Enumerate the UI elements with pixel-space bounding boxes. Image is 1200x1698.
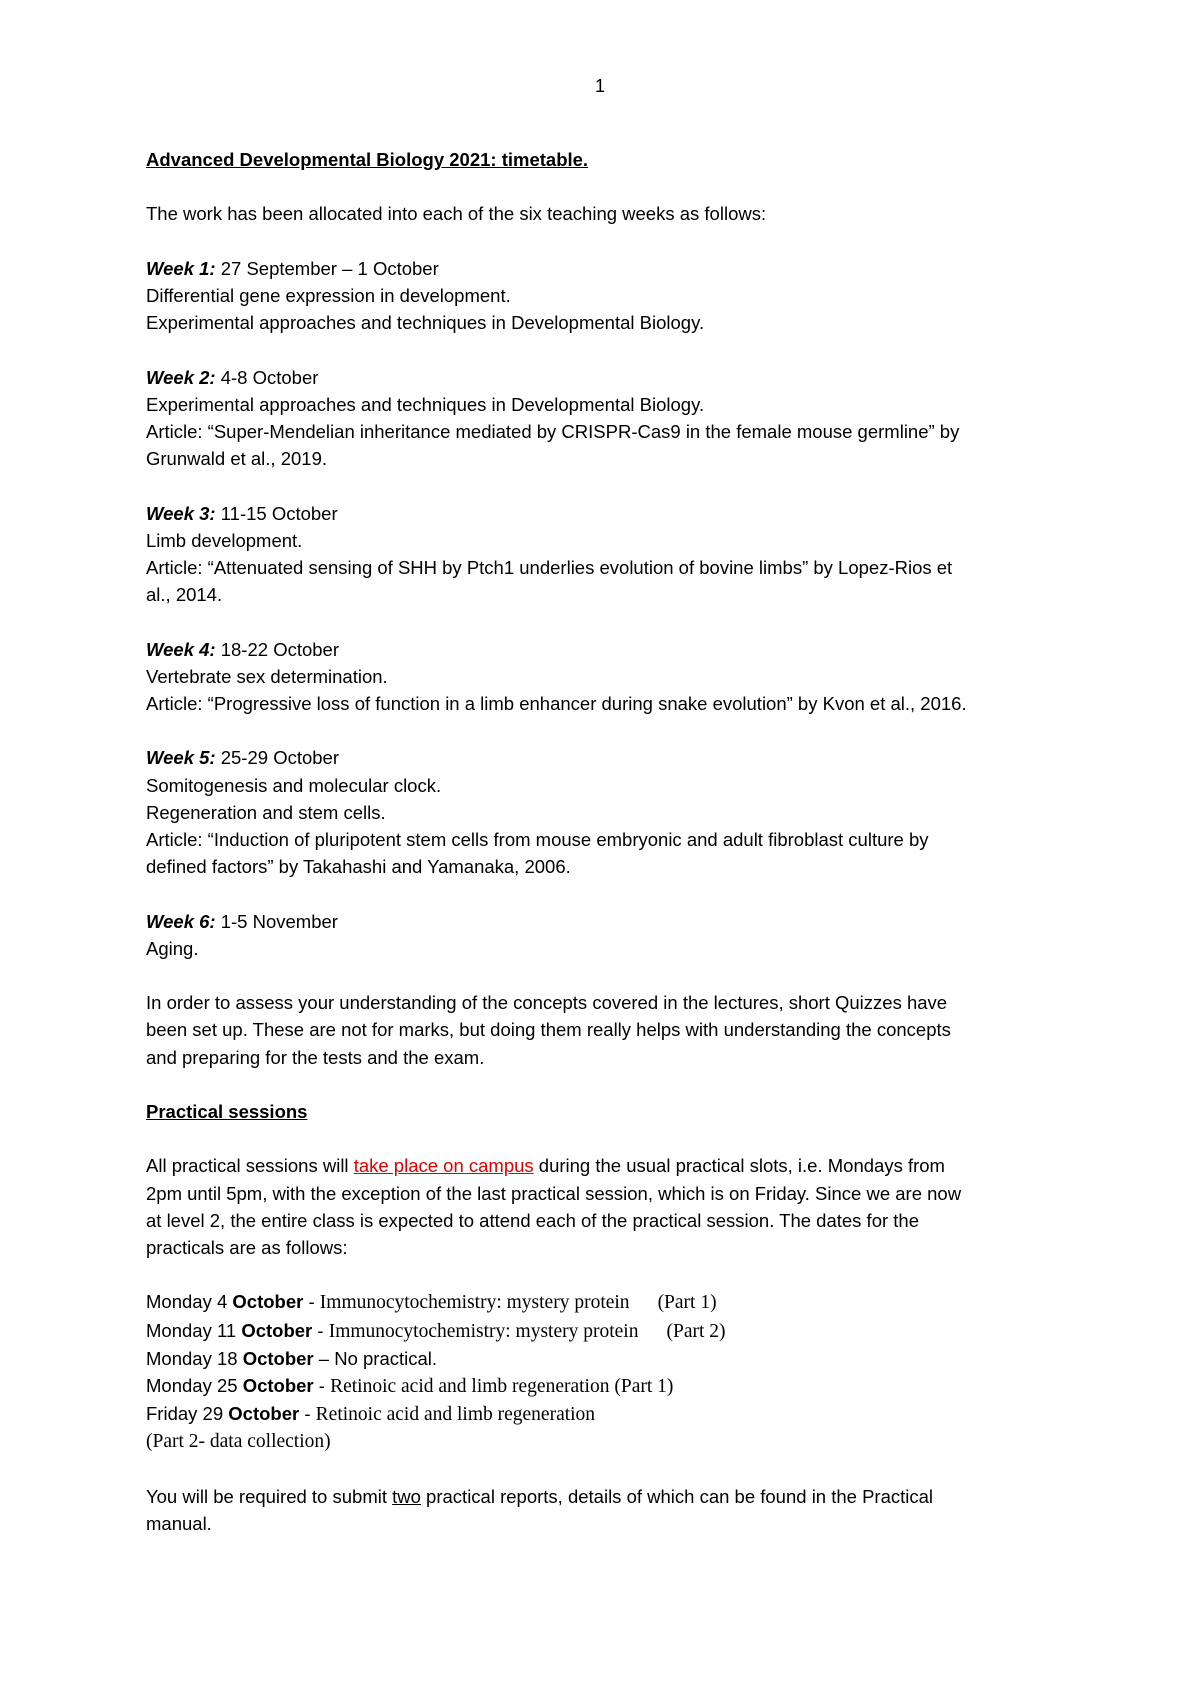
practical-session-continuation: (Part 2- data collection): [146, 1431, 331, 1453]
week-article: defined factors” by Takahashi and Yamanaka, 2006.: [146, 856, 571, 878]
week-topic: Vertebrate sex determination.: [146, 665, 388, 687]
week-label: Week 6:: [146, 910, 216, 932]
practical-session-item: Friday 29 October - Retinoic acid and limb regeneration: [146, 1403, 596, 1426]
week-article: Grunwald et al., 2019.: [146, 448, 327, 470]
week-article: Article: “Progressive loss of function in a limb enhancer during snake evolution” by Kvon et al., 2016.: [146, 692, 967, 714]
week-label: Week 4:: [146, 638, 216, 660]
quiz-paragraph: In order to assess your understanding of the concepts covered in the lectures, short Quizzes have been set up. These are not for marks, but doing them really helps with understanding the concepts and preparing for the tests and the exam.: [146, 992, 951, 1068]
week-dates: 25-29 October: [220, 747, 339, 769]
two-reports-emphasis: two: [392, 1485, 421, 1507]
practical-session-list: [146, 1288, 1076, 1455]
week-dates: 1-5 November: [220, 910, 338, 932]
practical-paragraph: All practical sessions will take place on campus during the usual practical slots, i.e. Mondays from 2pm until 5pm, with the exception of the last practical session, which is on Friday. Since we are now at level 2, the entire class is expected to attend each of the practical session. The dates for the practicals are as follows:: [146, 1155, 962, 1258]
week-dates: 27 September – 1 October: [220, 257, 439, 279]
week-topic: Somitogenesis and molecular clock.: [146, 774, 442, 796]
week-dates: 11-15 October: [220, 502, 338, 524]
practical-session-item: Monday 25 October - Retinoic acid and limb regeneration (Part 1): [146, 1374, 674, 1397]
week-article: Article: “Super-Mendelian inheritance mediated by CRISPR-Cas9 in the female mouse germline” by: [146, 420, 960, 442]
intro-text: The work has been allocated into each of the six teaching weeks as follows:: [146, 203, 767, 225]
page-number: 1: [594, 76, 605, 96]
week-block-2: [146, 364, 1076, 473]
week-topic: Experimental approaches and techniques in Developmental Biology.: [146, 312, 705, 334]
practical-session-item: Monday 18 October – No practical.: [146, 1347, 438, 1369]
week-article: Article: “Induction of pluripotent stem cells from mouse embryonic and adult fibroblast culture by: [146, 828, 929, 850]
week-dates: 4-8 October: [220, 366, 319, 388]
document-title: Advanced Developmental Biology 2021: timetable.: [146, 149, 589, 170]
practical-session-item: Monday 4 October - Immunocytochemistry: mystery protein (Part 1): [146, 1291, 717, 1314]
week-label: Week 5:: [146, 747, 216, 769]
week-article: Article: “Attenuated sensing of SHH by Ptch1 underlies evolution of bovine limbs” by Lopez-Rios et: [146, 556, 953, 578]
practical-sessions-heading: Practical sessions: [146, 1100, 308, 1122]
week-label: Week 1:: [146, 257, 216, 279]
week-topic: Aging.: [146, 937, 199, 959]
week-topic: Differential gene expression in development.: [146, 284, 511, 306]
reports-paragraph: You will be required to submit two practical reports, details of which can be found in the Practical manual.: [146, 1485, 934, 1534]
week-topic: Regeneration and stem cells.: [146, 801, 386, 823]
week-block-5: [146, 744, 1076, 880]
week-block-3: [146, 500, 1076, 609]
document-body: [146, 146, 1076, 1537]
week-topic: Limb development.: [146, 529, 303, 551]
practical-session-item: Monday 11 October - Immunocytochemistry: mystery protein (Part 2): [146, 1319, 726, 1342]
week-label: Week 3:: [146, 502, 216, 524]
week-block-6: [146, 908, 1076, 962]
take-place-on-campus-link[interactable]: take place on campus: [353, 1155, 534, 1177]
week-topic: Experimental approaches and techniques in Developmental Biology.: [146, 393, 705, 415]
week-dates: 18-22 October: [220, 638, 339, 660]
week-block-4: [146, 636, 1076, 718]
week-article: al., 2014.: [146, 584, 223, 606]
week-block-1: [146, 255, 1076, 337]
week-label: Week 2:: [146, 366, 216, 388]
